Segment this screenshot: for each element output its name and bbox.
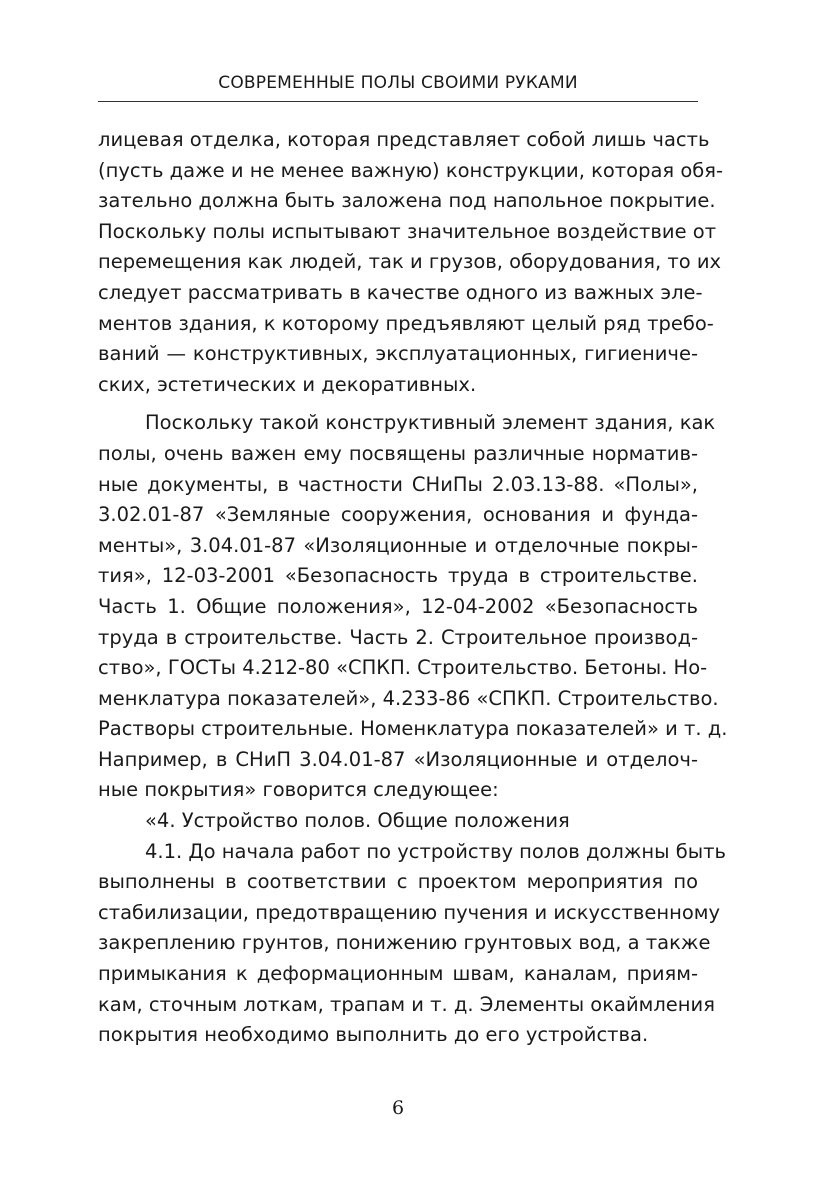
text-line: ные покрытия» говорится следующее: xyxy=(98,778,499,802)
text-line: труда в строительстве. Часть 2. Строительное производ- xyxy=(98,625,698,649)
text-line: 3.02.01-87 «Земляные сооружения, основания и фунда- xyxy=(98,503,698,527)
text-line: ментов здания, к которому предъявляют целый ряд требо- xyxy=(98,311,714,335)
text-line: следует рассматривать в качестве одного из важных эле- xyxy=(98,280,703,304)
running-head-title: СОВРЕМЕННЫЕ ПОЛЫ СВОИМИ РУКАМИ xyxy=(218,73,578,93)
body-text xyxy=(98,125,728,1051)
text-line: стабилизации, предотвращению пучения и искусственному xyxy=(98,900,721,924)
text-line: ских, эстетических и декоративных. xyxy=(98,372,477,396)
text-line: Поскольку такой конструктивный элемент здания, как xyxy=(145,411,716,435)
header-divider xyxy=(98,101,698,102)
text-line: тия», 12-03-2001 «Безопасность труда в строительстве. xyxy=(98,564,698,588)
text-line: кам, сточным лоткам, трапам и т. д. Элементы окаймления xyxy=(98,992,715,1016)
text-line: ваний — конструктивных, эксплуатационных, гигиениче- xyxy=(98,342,698,366)
text-line: (пусть даже и не менее важную) конструкции, которая обя- xyxy=(98,158,724,182)
text-line: лицевая отделка, которая представляет собой лишь часть xyxy=(98,128,710,151)
page-number: 6 xyxy=(391,1097,405,1119)
text-line: выполнены в соответствии с проектом мероприятия по xyxy=(98,870,698,894)
text-line: закреплению грунтов, понижению грунтовых вод, а также xyxy=(98,931,711,955)
text-line: ные документы, в частности СНиПы 2.03.13-88. «Полы», xyxy=(98,472,698,496)
text-line: менклатура показателей», 4.233-86 «СПКП. Строительство. xyxy=(98,686,719,710)
text-line: ство», ГОСТы 4.212-80 «СПКП. Строительство. Бетоны. Но- xyxy=(98,656,708,680)
text-line: покрытия необходимо выполнить до его устройства. xyxy=(98,1023,649,1047)
text-line: Например, в СНиП 3.04.01-87 «Изоляционные и отделоч- xyxy=(98,747,698,771)
text-line: Растворы строительные. Номенклатура показателей» и т. д. xyxy=(98,717,728,741)
text-line: 4.1. До начала работ по устройству полов должны быть xyxy=(145,839,727,863)
text-line: Поскольку полы испытывают значительное воздействие от xyxy=(98,219,717,243)
text-line: примыкания к деформационным швам, каналам, приям- xyxy=(98,962,698,986)
text-line: перемещения как людей, так и грузов, оборудования, то их xyxy=(98,250,722,274)
text-line: «4. Устройство полов. Общие положения xyxy=(145,809,570,833)
text-line: полы, очень важен ему посвящены различные норматив- xyxy=(98,441,698,465)
text-line: менты», 3.04.01-87 «Изоляционные и отделочные покры- xyxy=(98,533,698,557)
text-line: зательно должна быть заложена под напольное покрытие. xyxy=(98,189,716,213)
text-line: Часть 1. Общие положения», 12-04-2002 «Безопасность xyxy=(98,594,698,618)
